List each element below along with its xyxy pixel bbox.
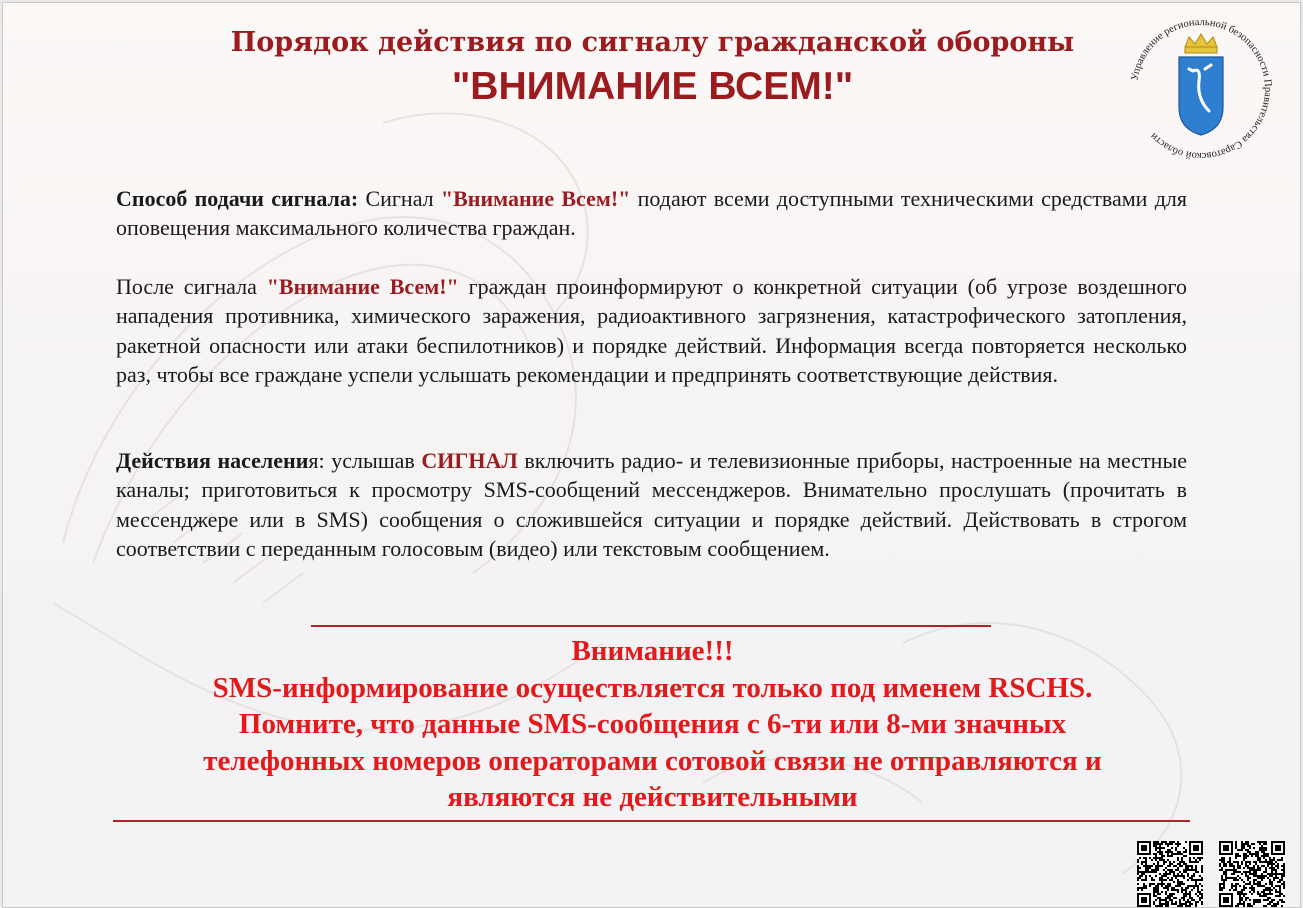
qr-code-icon[interactable] bbox=[1219, 841, 1285, 907]
divider-top bbox=[311, 625, 991, 627]
paragraph-text: граждан проинформируют о конкретной ситуации (об угрозе воздешного нападения противника, химического заражения, радиоактивного загрязнения, катастрофического затопления, ракетной опасности или атаки беспилотников) и порядке действий. Информация всегда повторяется несколько раз, чтобы все граждане успели услышать рекомендации и предпринять соответствующие действия. bbox=[116, 274, 1188, 387]
warning-line: телефонных номеров операторами сотовой связи не отправляются и bbox=[203, 744, 1102, 777]
paragraph-text: подают всеми доступными техническими средствами для оповещения максимального количества граждан. bbox=[116, 186, 1188, 241]
poster-page bbox=[2, 2, 1301, 908]
emblem-ring-text: Управление региональной безопасности Правительства Саратовской области bbox=[1129, 16, 1274, 162]
signal-word: СИГНАЛ bbox=[421, 448, 518, 473]
paragraph-text: После сигнала bbox=[116, 274, 267, 299]
paragraph-text: Сигнал bbox=[358, 186, 441, 211]
paragraph-text: я: услышав bbox=[308, 448, 422, 473]
page-subtitle: "ВНИМАНИЕ ВСЕМ!" bbox=[451, 65, 854, 108]
saratov-coat-of-arms-icon bbox=[1119, 7, 1283, 171]
sms-warning-block bbox=[3, 633, 1301, 816]
paragraph-text: включить радио- и телевизионные приборы, настроенные на местные каналы; приготовиться к просмотру SMS-сообщений мессенджеров. Внимательно прослушать (прочитать в мессенджере или в SMS) сообщения о сложившейся ситуации и порядке действий. Действовать в строгом соответствии с переданным голосовым (видео) или текстовым сообщением. bbox=[116, 448, 1187, 561]
warning-title: Внимание!!! bbox=[571, 635, 734, 667]
population-actions-label: Действия населени bbox=[116, 448, 309, 473]
signal-method-label: Способ подачи сигнала: bbox=[116, 186, 359, 211]
divider-bottom bbox=[113, 820, 1190, 822]
warning-line: SMS-информирование осуществляется только под именем RSCHS. bbox=[212, 671, 1093, 704]
population-actions-paragraph bbox=[116, 446, 1187, 563]
signal-method-paragraph bbox=[116, 184, 1187, 243]
page-title: Порядок действия по сигналу гражданской обороны bbox=[230, 27, 1075, 58]
warning-line: Помните, что данные SMS-сообщения с 6-ти или 8-ми значных bbox=[238, 708, 1067, 740]
signal-name: "Внимание Всем!" bbox=[440, 186, 631, 211]
warning-line: являются не действительными bbox=[447, 781, 858, 813]
after-signal-paragraph bbox=[116, 272, 1187, 389]
signal-name: "Внимание Всем!" bbox=[266, 274, 459, 299]
qr-code-icon[interactable] bbox=[1137, 841, 1203, 907]
